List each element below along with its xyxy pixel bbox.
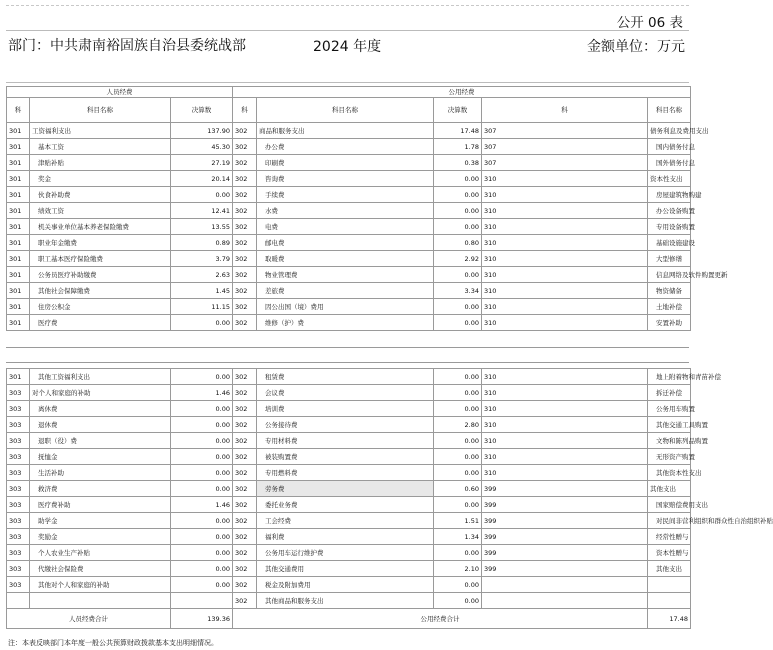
row-code: 310 bbox=[482, 449, 648, 465]
footnote: 注：本表反映部门本年度一般公共预算财政拨款基本支出明细情况。 bbox=[8, 639, 218, 647]
row-amount: 0.00 bbox=[434, 369, 482, 385]
header-code: 科 bbox=[482, 98, 648, 123]
row-code: 302 bbox=[233, 283, 257, 299]
row-amount: 0.00 bbox=[171, 417, 233, 433]
row-name: 劳务费 bbox=[257, 481, 434, 497]
table-row bbox=[7, 577, 691, 593]
row-amount: 0.00 bbox=[434, 267, 482, 283]
row-name: 邮电费 bbox=[257, 235, 434, 251]
row-name: 经常性赠与 bbox=[648, 529, 691, 545]
row-name: 培训费 bbox=[257, 401, 434, 417]
row-amount: 2.92 bbox=[434, 251, 482, 267]
row-amount: 0.00 bbox=[171, 513, 233, 529]
row-name: 津贴补贴 bbox=[30, 155, 171, 171]
table-row bbox=[7, 139, 691, 155]
row-code: 399 bbox=[482, 481, 648, 497]
row-code: 302 bbox=[233, 433, 257, 449]
row-name: 地上附着物和青苗补偿 bbox=[648, 369, 691, 385]
row-name: 其他支出 bbox=[648, 481, 691, 497]
expenditure-table-page1 bbox=[6, 86, 728, 331]
row-name: 办公费 bbox=[257, 139, 434, 155]
row-amount: 3.34 bbox=[434, 283, 482, 299]
table-row bbox=[7, 401, 691, 417]
header-rule-top bbox=[6, 30, 689, 31]
row-code: 310 bbox=[482, 369, 648, 385]
row-name: 职业年金缴费 bbox=[30, 235, 171, 251]
row-amount: 0.00 bbox=[171, 545, 233, 561]
table-row bbox=[7, 529, 691, 545]
row-name: 退休费 bbox=[30, 417, 171, 433]
row-amount: 0.00 bbox=[434, 449, 482, 465]
fiscal-year: 2024 年度 bbox=[313, 39, 382, 55]
table-row bbox=[7, 545, 691, 561]
row-amount: 0.00 bbox=[171, 577, 233, 593]
table-row bbox=[7, 593, 691, 609]
table-row bbox=[7, 561, 691, 577]
table-row bbox=[7, 187, 691, 203]
row-code: 307 bbox=[482, 139, 648, 155]
table-row bbox=[7, 299, 691, 315]
row-amount: 0.00 bbox=[434, 171, 482, 187]
row-code: 302 bbox=[233, 299, 257, 315]
row-code: 302 bbox=[233, 267, 257, 283]
row-code: 301 bbox=[7, 203, 30, 219]
row-name: 公务用车运行维护费 bbox=[257, 545, 434, 561]
row-name: 对个人和家庭的补助 bbox=[30, 385, 171, 401]
row-amount: 0.00 bbox=[171, 481, 233, 497]
row-code: 399 bbox=[482, 497, 648, 513]
table-row bbox=[7, 481, 691, 497]
row-code: 303 bbox=[7, 529, 30, 545]
row-name: 公务员医疗补助缴费 bbox=[30, 267, 171, 283]
row-code: 301 bbox=[7, 235, 30, 251]
row-amount: 0.80 bbox=[434, 235, 482, 251]
row-code: 301 bbox=[7, 251, 30, 267]
row-code: 310 bbox=[482, 187, 648, 203]
row-name: 信息网络及软件购置更新 bbox=[648, 267, 691, 283]
row-amount: 0.00 bbox=[171, 315, 233, 331]
top-dashed-rule bbox=[6, 5, 689, 6]
row-amount: 0.00 bbox=[434, 203, 482, 219]
row-code: 302 bbox=[233, 385, 257, 401]
row-amount: 0.60 bbox=[434, 481, 482, 497]
row-amount: 0.00 bbox=[434, 577, 482, 593]
row-amount: 45.30 bbox=[171, 139, 233, 155]
row-code: 310 bbox=[482, 385, 648, 401]
row-code: 302 bbox=[233, 251, 257, 267]
row-code bbox=[7, 593, 30, 609]
row-code: 301 bbox=[7, 139, 30, 155]
row-code: 302 bbox=[233, 369, 257, 385]
row-name: 国内债务付息 bbox=[648, 139, 691, 155]
row-amount: 0.00 bbox=[434, 299, 482, 315]
public-total-value: 17.48 bbox=[648, 609, 691, 629]
row-code: 302 bbox=[233, 449, 257, 465]
group-public: 公用经费 bbox=[233, 87, 691, 98]
table-row bbox=[7, 369, 691, 385]
row-amount: 0.00 bbox=[171, 465, 233, 481]
row-code: 301 bbox=[7, 155, 30, 171]
row-name: 其他支出 bbox=[648, 561, 691, 577]
row-code: 301 bbox=[7, 283, 30, 299]
table-row bbox=[7, 219, 691, 235]
row-code: 302 bbox=[233, 171, 257, 187]
row-amount: 1.45 bbox=[171, 283, 233, 299]
row-amount: 0.00 bbox=[434, 219, 482, 235]
header-amount: 决算数 bbox=[171, 98, 233, 123]
row-code: 303 bbox=[7, 513, 30, 529]
row-name: 资本性赠与 bbox=[648, 545, 691, 561]
row-code: 310 bbox=[482, 171, 648, 187]
row-amount: 0.00 bbox=[434, 593, 482, 609]
row-name: 绩效工资 bbox=[30, 203, 171, 219]
row-code: 303 bbox=[7, 401, 30, 417]
row-code: 302 bbox=[233, 529, 257, 545]
row-name: 个人农业生产补贴 bbox=[30, 545, 171, 561]
row-code: 310 bbox=[482, 203, 648, 219]
row-code: 303 bbox=[7, 545, 30, 561]
header-name: 科目名称 bbox=[648, 98, 691, 123]
row-code: 301 bbox=[7, 187, 30, 203]
row-name: 税金及附加费用 bbox=[257, 577, 434, 593]
row-code: 303 bbox=[7, 433, 30, 449]
row-name: 基础设施建设 bbox=[648, 235, 691, 251]
table-row bbox=[7, 123, 691, 139]
row-name: 国家赔偿费用支出 bbox=[648, 497, 691, 513]
row-name: 债务利息及费用支出 bbox=[648, 123, 691, 139]
table-row bbox=[7, 267, 691, 283]
row-name: 维修（护）费 bbox=[257, 315, 434, 331]
row-code: 303 bbox=[7, 465, 30, 481]
row-code: 301 bbox=[7, 299, 30, 315]
row-code: 301 bbox=[7, 267, 30, 283]
row-name: 委托业务费 bbox=[257, 497, 434, 513]
row-code: 302 bbox=[233, 315, 257, 331]
row-name: 租赁费 bbox=[257, 369, 434, 385]
row-name: 资本性支出 bbox=[648, 171, 691, 187]
row-code: 303 bbox=[7, 577, 30, 593]
row-name: 职工基本医疗保险缴费 bbox=[30, 251, 171, 267]
table-row bbox=[7, 513, 691, 529]
row-name: 拆迁补偿 bbox=[648, 385, 691, 401]
row-amount: 0.00 bbox=[171, 449, 233, 465]
row-amount: 0.00 bbox=[434, 433, 482, 449]
row-name: 安置补助 bbox=[648, 315, 691, 331]
personnel-total-label: 人员经费合计 bbox=[7, 609, 171, 629]
table-row bbox=[7, 417, 691, 433]
row-code: 302 bbox=[233, 123, 257, 139]
row-code: 399 bbox=[482, 561, 648, 577]
row-name: 咨询费 bbox=[257, 171, 434, 187]
row-amount: 0.00 bbox=[434, 385, 482, 401]
row-code: 302 bbox=[233, 235, 257, 251]
row-name: 奖励金 bbox=[30, 529, 171, 545]
row-code: 302 bbox=[233, 577, 257, 593]
row-code: 310 bbox=[482, 299, 648, 315]
form-number: 公开 06 表 bbox=[616, 15, 683, 31]
row-name: 公务接待费 bbox=[257, 417, 434, 433]
table-row bbox=[7, 385, 691, 401]
amount-unit: 金额单位：万元 bbox=[587, 39, 685, 55]
row-name: 电费 bbox=[257, 219, 434, 235]
row-amount: 0.00 bbox=[434, 497, 482, 513]
row-code: 302 bbox=[233, 465, 257, 481]
row-amount: 0.00 bbox=[434, 545, 482, 561]
row-name: 伙食补助费 bbox=[30, 187, 171, 203]
row-code bbox=[482, 593, 648, 609]
row-code: 310 bbox=[482, 251, 648, 267]
header-amount: 决算数 bbox=[434, 98, 482, 123]
row-name: 大型修缮 bbox=[648, 251, 691, 267]
row-name: 救济费 bbox=[30, 481, 171, 497]
row-amount: 1.51 bbox=[434, 513, 482, 529]
row-name: 会议费 bbox=[257, 385, 434, 401]
row-name: 工会经费 bbox=[257, 513, 434, 529]
row-code: 302 bbox=[233, 497, 257, 513]
row-name: 对民间非营利组织和群众性自治组织补贴 bbox=[648, 513, 691, 529]
row-amount bbox=[171, 593, 233, 609]
row-code: 399 bbox=[482, 513, 648, 529]
row-amount: 1.34 bbox=[434, 529, 482, 545]
row-name: 医疗费 bbox=[30, 315, 171, 331]
row-name: 物业管理费 bbox=[257, 267, 434, 283]
row-name bbox=[30, 593, 171, 609]
row-code: 302 bbox=[233, 139, 257, 155]
row-name: 文物和陈列品购置 bbox=[648, 433, 691, 449]
table-row bbox=[7, 283, 691, 299]
row-code: 302 bbox=[233, 401, 257, 417]
row-code bbox=[482, 577, 648, 593]
row-code: 307 bbox=[482, 155, 648, 171]
row-name: 其他商品和服务支出 bbox=[257, 593, 434, 609]
table-row bbox=[7, 449, 691, 465]
personnel-total-value: 139.36 bbox=[171, 609, 233, 629]
row-code: 303 bbox=[7, 481, 30, 497]
header-code: 科 bbox=[233, 98, 257, 123]
row-code: 302 bbox=[233, 219, 257, 235]
row-amount: 13.55 bbox=[171, 219, 233, 235]
row-code: 310 bbox=[482, 219, 648, 235]
row-amount: 27.19 bbox=[171, 155, 233, 171]
row-code: 303 bbox=[7, 561, 30, 577]
row-amount: 0.00 bbox=[171, 561, 233, 577]
row-amount: 1.46 bbox=[171, 385, 233, 401]
row-name: 国外债务付息 bbox=[648, 155, 691, 171]
row-code: 399 bbox=[482, 529, 648, 545]
row-amount: 0.00 bbox=[171, 401, 233, 417]
row-amount: 2.80 bbox=[434, 417, 482, 433]
row-code: 303 bbox=[7, 385, 30, 401]
row-code: 302 bbox=[233, 513, 257, 529]
row-code: 310 bbox=[482, 401, 648, 417]
row-amount: 0.00 bbox=[434, 401, 482, 417]
table-row bbox=[7, 465, 691, 481]
row-name: 办公设备购置 bbox=[648, 203, 691, 219]
row-name: 专用燃料费 bbox=[257, 465, 434, 481]
row-name: 商品和服务支出 bbox=[257, 123, 434, 139]
row-amount: 3.79 bbox=[171, 251, 233, 267]
row-name: 代缴社会保险费 bbox=[30, 561, 171, 577]
header-name: 科目名称 bbox=[257, 98, 434, 123]
row-name: 土地补偿 bbox=[648, 299, 691, 315]
row-name: 物资储备 bbox=[648, 283, 691, 299]
row-name: 机关事业单位基本养老保险缴费 bbox=[30, 219, 171, 235]
row-code: 301 bbox=[7, 171, 30, 187]
row-name: 专用材料费 bbox=[257, 433, 434, 449]
row-name: 其他交通费用 bbox=[257, 561, 434, 577]
header-rule-bottom bbox=[6, 82, 689, 83]
row-code: 310 bbox=[482, 433, 648, 449]
row-code: 302 bbox=[233, 561, 257, 577]
row-name bbox=[648, 577, 691, 593]
row-amount: 17.48 bbox=[434, 123, 482, 139]
row-code: 310 bbox=[482, 465, 648, 481]
row-name: 其他工资福利支出 bbox=[30, 369, 171, 385]
row-name: 其他对个人和家庭的补助 bbox=[30, 577, 171, 593]
row-name: 水费 bbox=[257, 203, 434, 219]
row-code: 303 bbox=[7, 449, 30, 465]
row-name: 离休费 bbox=[30, 401, 171, 417]
row-amount: 0.00 bbox=[434, 315, 482, 331]
row-amount: 0.00 bbox=[434, 187, 482, 203]
row-amount: 20.14 bbox=[171, 171, 233, 187]
row-amount: 12.41 bbox=[171, 203, 233, 219]
row-name: 因公出国（境）费用 bbox=[257, 299, 434, 315]
row-name: 退职（役）费 bbox=[30, 433, 171, 449]
row-name: 印刷费 bbox=[257, 155, 434, 171]
row-code: 310 bbox=[482, 417, 648, 433]
row-amount: 0.00 bbox=[171, 529, 233, 545]
row-amount: 1.78 bbox=[434, 139, 482, 155]
row-amount: 0.38 bbox=[434, 155, 482, 171]
row-code: 310 bbox=[482, 235, 648, 251]
row-code: 302 bbox=[233, 593, 257, 609]
row-code: 301 bbox=[7, 219, 30, 235]
header-code: 科 bbox=[7, 98, 30, 123]
row-name: 助学金 bbox=[30, 513, 171, 529]
row-amount: 0.00 bbox=[171, 187, 233, 203]
table-row bbox=[7, 497, 691, 513]
row-code: 302 bbox=[233, 481, 257, 497]
table-row bbox=[7, 251, 691, 267]
row-amount: 0.00 bbox=[171, 369, 233, 385]
row-name: 抚恤金 bbox=[30, 449, 171, 465]
row-code: 310 bbox=[482, 267, 648, 283]
row-name: 手续费 bbox=[257, 187, 434, 203]
row-code: 399 bbox=[482, 545, 648, 561]
row-name: 公务用车购置 bbox=[648, 401, 691, 417]
row-name: 被装购置费 bbox=[257, 449, 434, 465]
row-name: 取暖费 bbox=[257, 251, 434, 267]
row-name: 工资福利支出 bbox=[30, 123, 171, 139]
row-amount: 137.90 bbox=[171, 123, 233, 139]
row-name: 奖金 bbox=[30, 171, 171, 187]
row-name: 其他交通工具购置 bbox=[648, 417, 691, 433]
row-amount: 1.46 bbox=[171, 497, 233, 513]
table-row bbox=[7, 203, 691, 219]
row-name: 医疗费补助 bbox=[30, 497, 171, 513]
row-code: 302 bbox=[233, 155, 257, 171]
row-name: 其他社会保障缴费 bbox=[30, 283, 171, 299]
row-name: 生活补助 bbox=[30, 465, 171, 481]
row-code: 303 bbox=[7, 497, 30, 513]
header-name: 科目名称 bbox=[30, 98, 171, 123]
row-name: 基本工资 bbox=[30, 139, 171, 155]
row-code: 301 bbox=[7, 123, 30, 139]
row-name bbox=[648, 593, 691, 609]
row-amount: 2.63 bbox=[171, 267, 233, 283]
row-code: 301 bbox=[7, 315, 30, 331]
row-code: 301 bbox=[7, 369, 30, 385]
row-name: 其他资本性支出 bbox=[648, 465, 691, 481]
table-row bbox=[7, 171, 691, 187]
group-personnel: 人员经费 bbox=[7, 87, 233, 98]
row-name: 无形资产购置 bbox=[648, 449, 691, 465]
row-amount: 0.00 bbox=[171, 433, 233, 449]
table-row bbox=[7, 315, 691, 331]
row-name: 住房公积金 bbox=[30, 299, 171, 315]
row-amount: 2.10 bbox=[434, 561, 482, 577]
public-total-label: 公用经费合计 bbox=[233, 609, 648, 629]
row-name: 差旅费 bbox=[257, 283, 434, 299]
page-break bbox=[6, 347, 689, 363]
expenditure-table-page2 bbox=[6, 368, 773, 629]
row-code: 310 bbox=[482, 315, 648, 331]
row-code: 302 bbox=[233, 187, 257, 203]
row-code: 303 bbox=[7, 417, 30, 433]
table-row bbox=[7, 155, 691, 171]
table-row bbox=[7, 235, 691, 251]
row-name: 福利费 bbox=[257, 529, 434, 545]
row-code: 302 bbox=[233, 417, 257, 433]
department-name: 部门：中共肃南裕固族自治县委统战部 bbox=[8, 38, 246, 54]
table-row bbox=[7, 433, 691, 449]
row-code: 302 bbox=[233, 545, 257, 561]
row-amount: 11.15 bbox=[171, 299, 233, 315]
row-code: 310 bbox=[482, 283, 648, 299]
row-code: 302 bbox=[233, 203, 257, 219]
row-amount: 0.89 bbox=[171, 235, 233, 251]
row-name: 房屋建筑物购建 bbox=[648, 187, 691, 203]
row-name: 专用设备购置 bbox=[648, 219, 691, 235]
row-amount: 0.00 bbox=[434, 465, 482, 481]
row-code: 307 bbox=[482, 123, 648, 139]
